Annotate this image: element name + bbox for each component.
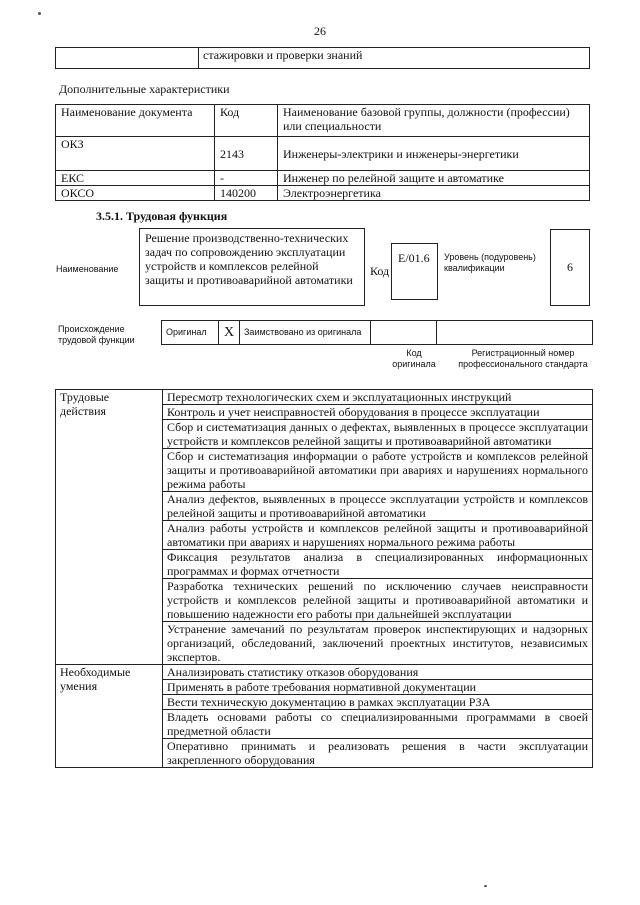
table-row: Владеть основами работы со специализированными программами в своей предметной области [163, 710, 593, 739]
table-row: Применять в работе требования нормативной документации [163, 680, 593, 695]
function-code: E/01.6 [391, 243, 438, 300]
origin-table [161, 320, 593, 345]
level-label: Уровень (подуровень) квалификации [444, 252, 536, 273]
header-doc: Наименование документа [56, 105, 215, 137]
category-cell: Необходимые умения [56, 665, 163, 768]
row-doc: ЕКС [56, 171, 215, 186]
continued-left-cell [56, 48, 199, 69]
table-row: Анализ дефектов, выявленных в процессе эксплуатации устройств и комплексов релейной защиты и противоаварийной автоматики [163, 492, 593, 521]
function-name: Решение производственно-технических задач по сопровождению эксплуатации устройств и комплексов релейной защиты и противоаварийной автоматики [139, 228, 365, 306]
qualification-level: 6 [550, 229, 590, 306]
row-code: 2143 [215, 137, 278, 171]
reg-number-caption: Регистрационный номер профессионального стандарта [458, 348, 588, 369]
table-row: Вести техническую документацию в рамках эксплуатации РЗА [163, 695, 593, 710]
row-name: Инженер по релейной защите и автоматике [278, 171, 590, 186]
original-mark: X [219, 321, 240, 345]
page-number: 26 [314, 24, 326, 38]
reg-number-cell [437, 321, 593, 345]
name-label: Наименование [56, 264, 119, 274]
additional-title: Дополнительные характеристики [59, 82, 230, 96]
row-code: - [215, 171, 278, 186]
table-row: Контроль и учет неисправностей оборудования в процессе эксплуатации [163, 405, 593, 420]
table-row: Анализировать статистику отказов оборудования [163, 665, 593, 680]
table-row: Пересмотр технологических схем и эксплуатационных инструкций [163, 390, 593, 405]
category-cell: Трудовые действия [56, 390, 163, 665]
labor-function-table [55, 389, 593, 768]
table-row: Сбор и систематизация данных о дефектах, выявленных в процессе эксплуатации устройств и комплексов релейной защиты и противоаварийной автоматики [163, 420, 593, 449]
continued-table [55, 47, 590, 69]
row-name: Инженеры-электрики и инженеры-энергетики [278, 137, 590, 171]
header-code: Код [215, 105, 278, 137]
additional-table [55, 104, 590, 201]
table-row: Анализ работы устройств и комплексов релейной защиты и противоаварийной автоматики при авариях и нарушениях нормального режима работы [163, 521, 593, 550]
origin-label: Происхождение трудовой функции [58, 324, 135, 345]
table-row: Устранение замечаний по результатам проверок инспектирующих и надзорных организаций, обследований, заключений проектных институтов, независимых экспертов. [163, 622, 593, 665]
continued-right-cell: стажировки и проверки знаний [199, 48, 590, 69]
row-code: 140200 [215, 186, 278, 201]
original-cell: Оригинал [162, 321, 219, 345]
code-label: Код [370, 264, 390, 278]
table-row: Разработка технических решений по исключению случаев неисправности устройств и комплексов релейной защиты и противоаварийной автоматики и повышению надежности его работы при дальнейшей эксплуатации [163, 579, 593, 622]
code-original-caption: Код оригинала [392, 348, 436, 369]
row-doc: ОКСО [56, 186, 215, 201]
code-original-cell [371, 321, 437, 345]
row-name: Электроэнергетика [278, 186, 590, 201]
borrowed-cell: Заимствовано из оригинала [240, 321, 371, 345]
row-doc: ОКЗ [56, 137, 215, 171]
scan-speck [38, 12, 41, 15]
scan-speck [484, 885, 487, 887]
table-row: Оперативно принимать и реализовать решения в части эксплуатации закрепленного оборудования [163, 739, 593, 768]
table-row: Фиксация результатов анализа в специализированных информационных программах и формах отчетности [163, 550, 593, 579]
table-row: Сбор и систематизация информации о работе устройств и комплексов релейной защиты и противоаварийной автоматики при авариях и нарушениях нормального режима работы [163, 449, 593, 492]
header-name: Наименование базовой группы, должности (профессии) или специальности [278, 105, 590, 137]
function-heading: 3.5.1. Трудовая функция [96, 209, 228, 223]
